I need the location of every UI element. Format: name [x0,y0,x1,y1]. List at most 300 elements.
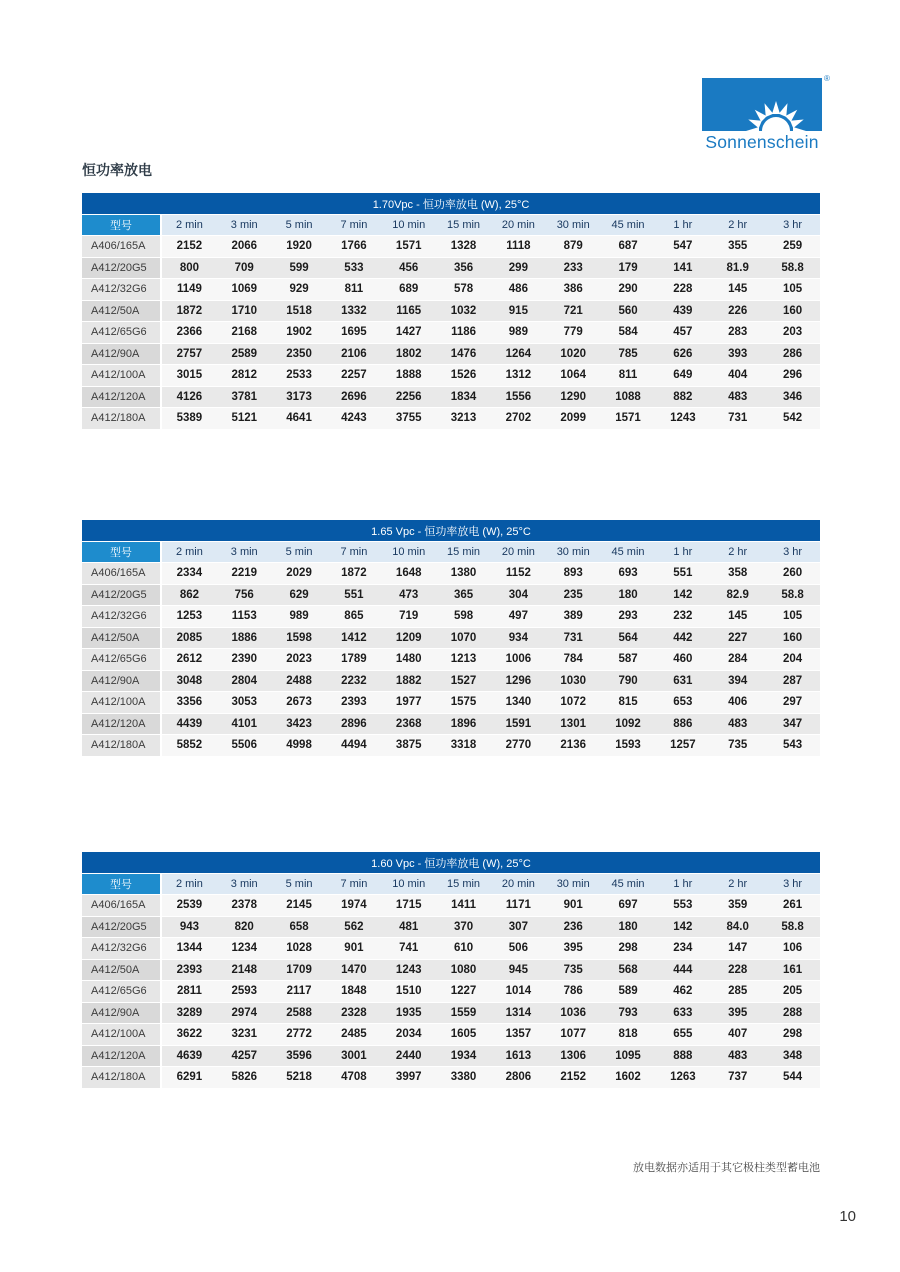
model-cell: A406/165A [82,895,162,917]
value-cell: 142 [655,585,710,607]
value-cell: 299 [491,258,546,280]
value-cell: 2350 [272,344,327,366]
value-cell: 2811 [162,981,217,1003]
value-cell: 439 [655,301,710,323]
table-row [82,301,820,323]
value-cell: 790 [601,671,656,693]
value-cell: 2806 [491,1067,546,1089]
value-cell: 2770 [491,735,546,757]
value-cell: 4641 [272,408,327,430]
table-row [82,938,820,960]
value-cell: 1882 [381,671,436,693]
value-cell: 1695 [326,322,381,344]
value-cell: 542 [765,408,820,430]
table-title-band: 1.70Vpc - 恒功率放电 (W), 25°C [82,193,820,215]
sonnenschein-logo [702,74,830,153]
value-cell: 1257 [655,735,710,757]
value-cell: 288 [765,1003,820,1025]
value-cell: 2612 [162,649,217,671]
discharge-table [82,193,820,430]
value-cell: 3755 [381,408,436,430]
registered-trademark-symbol: ® [824,74,830,83]
value-cell: 1527 [436,671,491,693]
value-cell: 147 [710,938,765,960]
time-column-header: 30 min [546,542,601,563]
value-cell: 587 [601,649,656,671]
value-cell: 234 [655,938,710,960]
value-cell: 3213 [436,408,491,430]
value-cell: 298 [765,1024,820,1046]
value-cell: 1380 [436,563,491,585]
page-number: 10 [839,1208,856,1225]
value-cell: 4494 [326,735,381,757]
value-cell: 1935 [381,1003,436,1025]
value-cell: 1312 [491,365,546,387]
value-cell: 818 [601,1024,656,1046]
value-cell: 2168 [217,322,272,344]
value-cell: 610 [436,938,491,960]
model-cell: A412/50A [82,628,162,650]
value-cell: 1036 [546,1003,601,1025]
value-cell: 544 [765,1067,820,1089]
time-column-header: 2 min [162,215,217,236]
time-column-header: 2 hr [710,542,765,563]
model-column-header: 型号 [82,874,162,895]
value-cell: 346 [765,387,820,409]
model-cell: A412/180A [82,1067,162,1089]
value-cell: 2757 [162,344,217,366]
value-cell: 1480 [381,649,436,671]
value-cell: 1556 [491,387,546,409]
time-column-header: 20 min [491,215,546,236]
value-cell: 533 [326,258,381,280]
time-column-header: 10 min [381,215,436,236]
table-row [82,322,820,344]
value-cell: 1605 [436,1024,491,1046]
value-cell: 560 [601,301,656,323]
value-cell: 687 [601,236,656,258]
value-cell: 3423 [272,714,327,736]
value-cell: 483 [710,714,765,736]
value-cell: 1886 [217,628,272,650]
value-cell: 2145 [272,895,327,917]
value-cell: 599 [272,258,327,280]
value-cell: 1118 [491,236,546,258]
value-cell: 2328 [326,1003,381,1025]
value-cell: 370 [436,917,491,939]
value-cell: 1165 [381,301,436,323]
value-cell: 2440 [381,1046,436,1068]
value-cell: 293 [601,606,656,628]
value-cell: 784 [546,649,601,671]
discharge-table-170vpc [82,193,820,430]
value-cell: 1243 [655,408,710,430]
value-cell: 631 [655,671,710,693]
value-cell: 2974 [217,1003,272,1025]
value-cell: 1064 [546,365,601,387]
time-column-header: 3 hr [765,215,820,236]
value-cell: 3053 [217,692,272,714]
time-column-header: 3 min [217,215,272,236]
value-cell: 81.9 [710,258,765,280]
value-cell: 386 [546,279,601,301]
value-cell: 1227 [436,981,491,1003]
value-cell: 2066 [217,236,272,258]
model-cell: A412/32G6 [82,279,162,301]
value-cell: 1412 [326,628,381,650]
value-cell: 261 [765,895,820,917]
value-cell: 1264 [491,344,546,366]
value-cell: 497 [491,606,546,628]
value-cell: 1213 [436,649,491,671]
value-cell: 180 [601,917,656,939]
value-cell: 356 [436,258,491,280]
model-cell: A412/100A [82,365,162,387]
time-column-header: 3 hr [765,874,820,895]
value-cell: 481 [381,917,436,939]
value-cell: 564 [601,628,656,650]
value-cell: 2152 [546,1067,601,1089]
value-cell: 1715 [381,895,436,917]
value-cell: 649 [655,365,710,387]
table-row [82,585,820,607]
time-column-header: 2 hr [710,874,765,895]
model-cell: A412/65G6 [82,322,162,344]
value-cell: 5506 [217,735,272,757]
value-cell: 865 [326,606,381,628]
value-cell: 901 [326,938,381,960]
value-cell: 1030 [546,671,601,693]
value-cell: 1648 [381,563,436,585]
value-cell: 160 [765,301,820,323]
model-cell: A412/32G6 [82,606,162,628]
value-cell: 1848 [326,981,381,1003]
table-row [82,387,820,409]
time-column-header: 2 min [162,874,217,895]
time-column-header: 2 hr [710,215,765,236]
value-cell: 1290 [546,387,601,409]
value-cell: 1253 [162,606,217,628]
value-cell: 731 [710,408,765,430]
time-column-header: 15 min [436,874,491,895]
value-cell: 3596 [272,1046,327,1068]
discharge-table-160vpc [82,852,820,1089]
time-column-header: 3 min [217,542,272,563]
value-cell: 160 [765,628,820,650]
table-row [82,1067,820,1089]
value-cell: 1069 [217,279,272,301]
value-cell: 285 [710,981,765,1003]
value-cell: 1977 [381,692,436,714]
value-cell: 179 [601,258,656,280]
time-column-header: 20 min [491,874,546,895]
sun-icon [744,91,808,131]
value-cell: 1332 [326,301,381,323]
value-cell: 1314 [491,1003,546,1025]
value-cell: 2152 [162,236,217,258]
model-cell: A412/50A [82,960,162,982]
value-cell: 204 [765,649,820,671]
value-cell: 2136 [546,735,601,757]
value-cell: 4126 [162,387,217,409]
value-cell: 1028 [272,938,327,960]
logo-box [702,74,830,131]
value-cell: 793 [601,1003,656,1025]
value-cell: 506 [491,938,546,960]
time-column-header: 15 min [436,215,491,236]
value-cell: 84.0 [710,917,765,939]
value-cell: 1092 [601,714,656,736]
value-cell: 483 [710,1046,765,1068]
value-cell: 1340 [491,692,546,714]
value-cell: 259 [765,236,820,258]
time-column-header: 10 min [381,874,436,895]
value-cell: 359 [710,895,765,917]
model-cell: A412/20G5 [82,585,162,607]
value-cell: 260 [765,563,820,585]
model-cell: A412/120A [82,1046,162,1068]
value-cell: 2485 [326,1024,381,1046]
value-cell: 355 [710,236,765,258]
value-cell: 226 [710,301,765,323]
value-cell: 1296 [491,671,546,693]
value-cell: 1328 [436,236,491,258]
value-cell: 4101 [217,714,272,736]
value-cell: 901 [546,895,601,917]
value-cell: 543 [765,735,820,757]
value-cell: 1766 [326,236,381,258]
value-cell: 2368 [381,714,436,736]
value-cell: 235 [546,585,601,607]
model-cell: A412/50A [82,301,162,323]
value-cell: 626 [655,344,710,366]
value-cell: 2896 [326,714,381,736]
value-cell: 456 [381,258,436,280]
value-cell: 3289 [162,1003,217,1025]
value-cell: 290 [601,279,656,301]
value-cell: 735 [546,960,601,982]
value-cell: 693 [601,563,656,585]
model-cell: A406/165A [82,236,162,258]
value-cell: 2029 [272,563,327,585]
value-cell: 3231 [217,1024,272,1046]
time-column-header: 1 hr [655,874,710,895]
value-cell: 141 [655,258,710,280]
time-column-header: 45 min [601,874,656,895]
value-cell: 1872 [162,301,217,323]
time-column-header: 2 min [162,542,217,563]
value-cell: 287 [765,671,820,693]
value-cell: 2034 [381,1024,436,1046]
value-cell: 233 [546,258,601,280]
value-cell: 2539 [162,895,217,917]
value-cell: 1934 [436,1046,491,1068]
model-cell: A412/100A [82,692,162,714]
value-cell: 1902 [272,322,327,344]
value-cell: 1411 [436,895,491,917]
model-cell: A412/180A [82,735,162,757]
value-cell: 296 [765,365,820,387]
value-cell: 934 [491,628,546,650]
value-cell: 307 [491,917,546,939]
value-cell: 629 [272,585,327,607]
table-row [82,1046,820,1068]
value-cell: 1095 [601,1046,656,1068]
table-row [82,258,820,280]
model-cell: A412/65G6 [82,649,162,671]
value-cell: 989 [491,322,546,344]
value-cell: 4243 [326,408,381,430]
table-row [82,236,820,258]
value-cell: 2588 [272,1003,327,1025]
value-cell: 1152 [491,563,546,585]
logo-wordmark: Sonnenschein [705,132,819,152]
value-cell: 584 [601,322,656,344]
footer-note: 放电数据亦适用于其它极柱类型蓄电池 [633,1162,820,1174]
time-column-header: 5 min [272,215,327,236]
value-cell: 404 [710,365,765,387]
value-cell: 1020 [546,344,601,366]
value-cell: 756 [217,585,272,607]
value-cell: 483 [710,387,765,409]
time-column-header: 5 min [272,542,327,563]
value-cell: 365 [436,585,491,607]
value-cell: 348 [765,1046,820,1068]
value-cell: 105 [765,606,820,628]
value-cell: 228 [710,960,765,982]
value-cell: 389 [546,606,601,628]
value-cell: 347 [765,714,820,736]
value-cell: 655 [655,1024,710,1046]
value-cell: 598 [436,606,491,628]
value-cell: 1209 [381,628,436,650]
time-column-header: 5 min [272,874,327,895]
value-cell: 1306 [546,1046,601,1068]
table-row [82,365,820,387]
value-cell: 1598 [272,628,327,650]
value-cell: 1088 [601,387,656,409]
value-cell: 1710 [217,301,272,323]
value-cell: 3781 [217,387,272,409]
model-column-header: 型号 [82,215,162,236]
value-cell: 3173 [272,387,327,409]
value-cell: 2804 [217,671,272,693]
discharge-table [82,852,820,1089]
model-cell: A412/120A [82,387,162,409]
value-cell: 1974 [326,895,381,917]
value-cell: 3001 [326,1046,381,1068]
value-cell: 180 [601,585,656,607]
table-row [82,1024,820,1046]
time-column-header: 7 min [326,874,381,895]
value-cell: 731 [546,628,601,650]
table-row [82,671,820,693]
value-cell: 3997 [381,1067,436,1089]
value-cell: 721 [546,301,601,323]
value-cell: 1593 [601,735,656,757]
value-cell: 462 [655,981,710,1003]
value-cell: 1301 [546,714,601,736]
value-cell: 2393 [326,692,381,714]
value-cell: 1510 [381,981,436,1003]
column-header-row [82,874,820,895]
value-cell: 719 [381,606,436,628]
value-cell: 1559 [436,1003,491,1025]
value-cell: 5826 [217,1067,272,1089]
value-cell: 4439 [162,714,217,736]
value-cell: 5218 [272,1067,327,1089]
value-cell: 815 [601,692,656,714]
value-cell: 58.8 [765,917,820,939]
value-cell: 886 [655,714,710,736]
value-cell: 358 [710,563,765,585]
value-cell: 2393 [162,960,217,982]
value-cell: 1149 [162,279,217,301]
value-cell: 1613 [491,1046,546,1068]
value-cell: 457 [655,322,710,344]
value-cell: 1518 [272,301,327,323]
time-column-header: 3 hr [765,542,820,563]
value-cell: 2099 [546,408,601,430]
value-cell: 2589 [217,344,272,366]
value-cell: 145 [710,279,765,301]
value-cell: 3356 [162,692,217,714]
model-cell: A412/100A [82,1024,162,1046]
value-cell: 2772 [272,1024,327,1046]
value-cell: 551 [326,585,381,607]
value-cell: 547 [655,236,710,258]
value-cell: 2673 [272,692,327,714]
value-cell: 2533 [272,365,327,387]
value-cell: 161 [765,960,820,982]
value-cell: 3622 [162,1024,217,1046]
table-row [82,692,820,714]
table-title-band: 1.60 Vpc - 恒功率放电 (W), 25°C [82,852,820,874]
time-column-header: 20 min [491,542,546,563]
value-cell: 2812 [217,365,272,387]
value-cell: 1344 [162,938,217,960]
value-cell: 3318 [436,735,491,757]
value-cell: 106 [765,938,820,960]
value-cell: 589 [601,981,656,1003]
table-row [82,408,820,430]
value-cell: 1575 [436,692,491,714]
value-cell: 633 [655,1003,710,1025]
value-cell: 689 [381,279,436,301]
value-cell: 145 [710,606,765,628]
value-cell: 3048 [162,671,217,693]
model-cell: A412/20G5 [82,917,162,939]
table-row [82,279,820,301]
value-cell: 3015 [162,365,217,387]
value-cell: 1234 [217,938,272,960]
model-cell: A412/90A [82,671,162,693]
value-cell: 2696 [326,387,381,409]
discharge-table-165vpc [82,520,820,757]
value-cell: 737 [710,1067,765,1089]
value-cell: 1470 [326,960,381,982]
value-cell: 460 [655,649,710,671]
table-row [82,649,820,671]
model-cell: A412/20G5 [82,258,162,280]
value-cell: 142 [655,917,710,939]
discharge-table [82,520,820,757]
value-cell: 2593 [217,981,272,1003]
value-cell: 407 [710,1024,765,1046]
value-cell: 2232 [326,671,381,693]
page-title: 恒功率放电 [82,162,152,178]
value-cell: 393 [710,344,765,366]
